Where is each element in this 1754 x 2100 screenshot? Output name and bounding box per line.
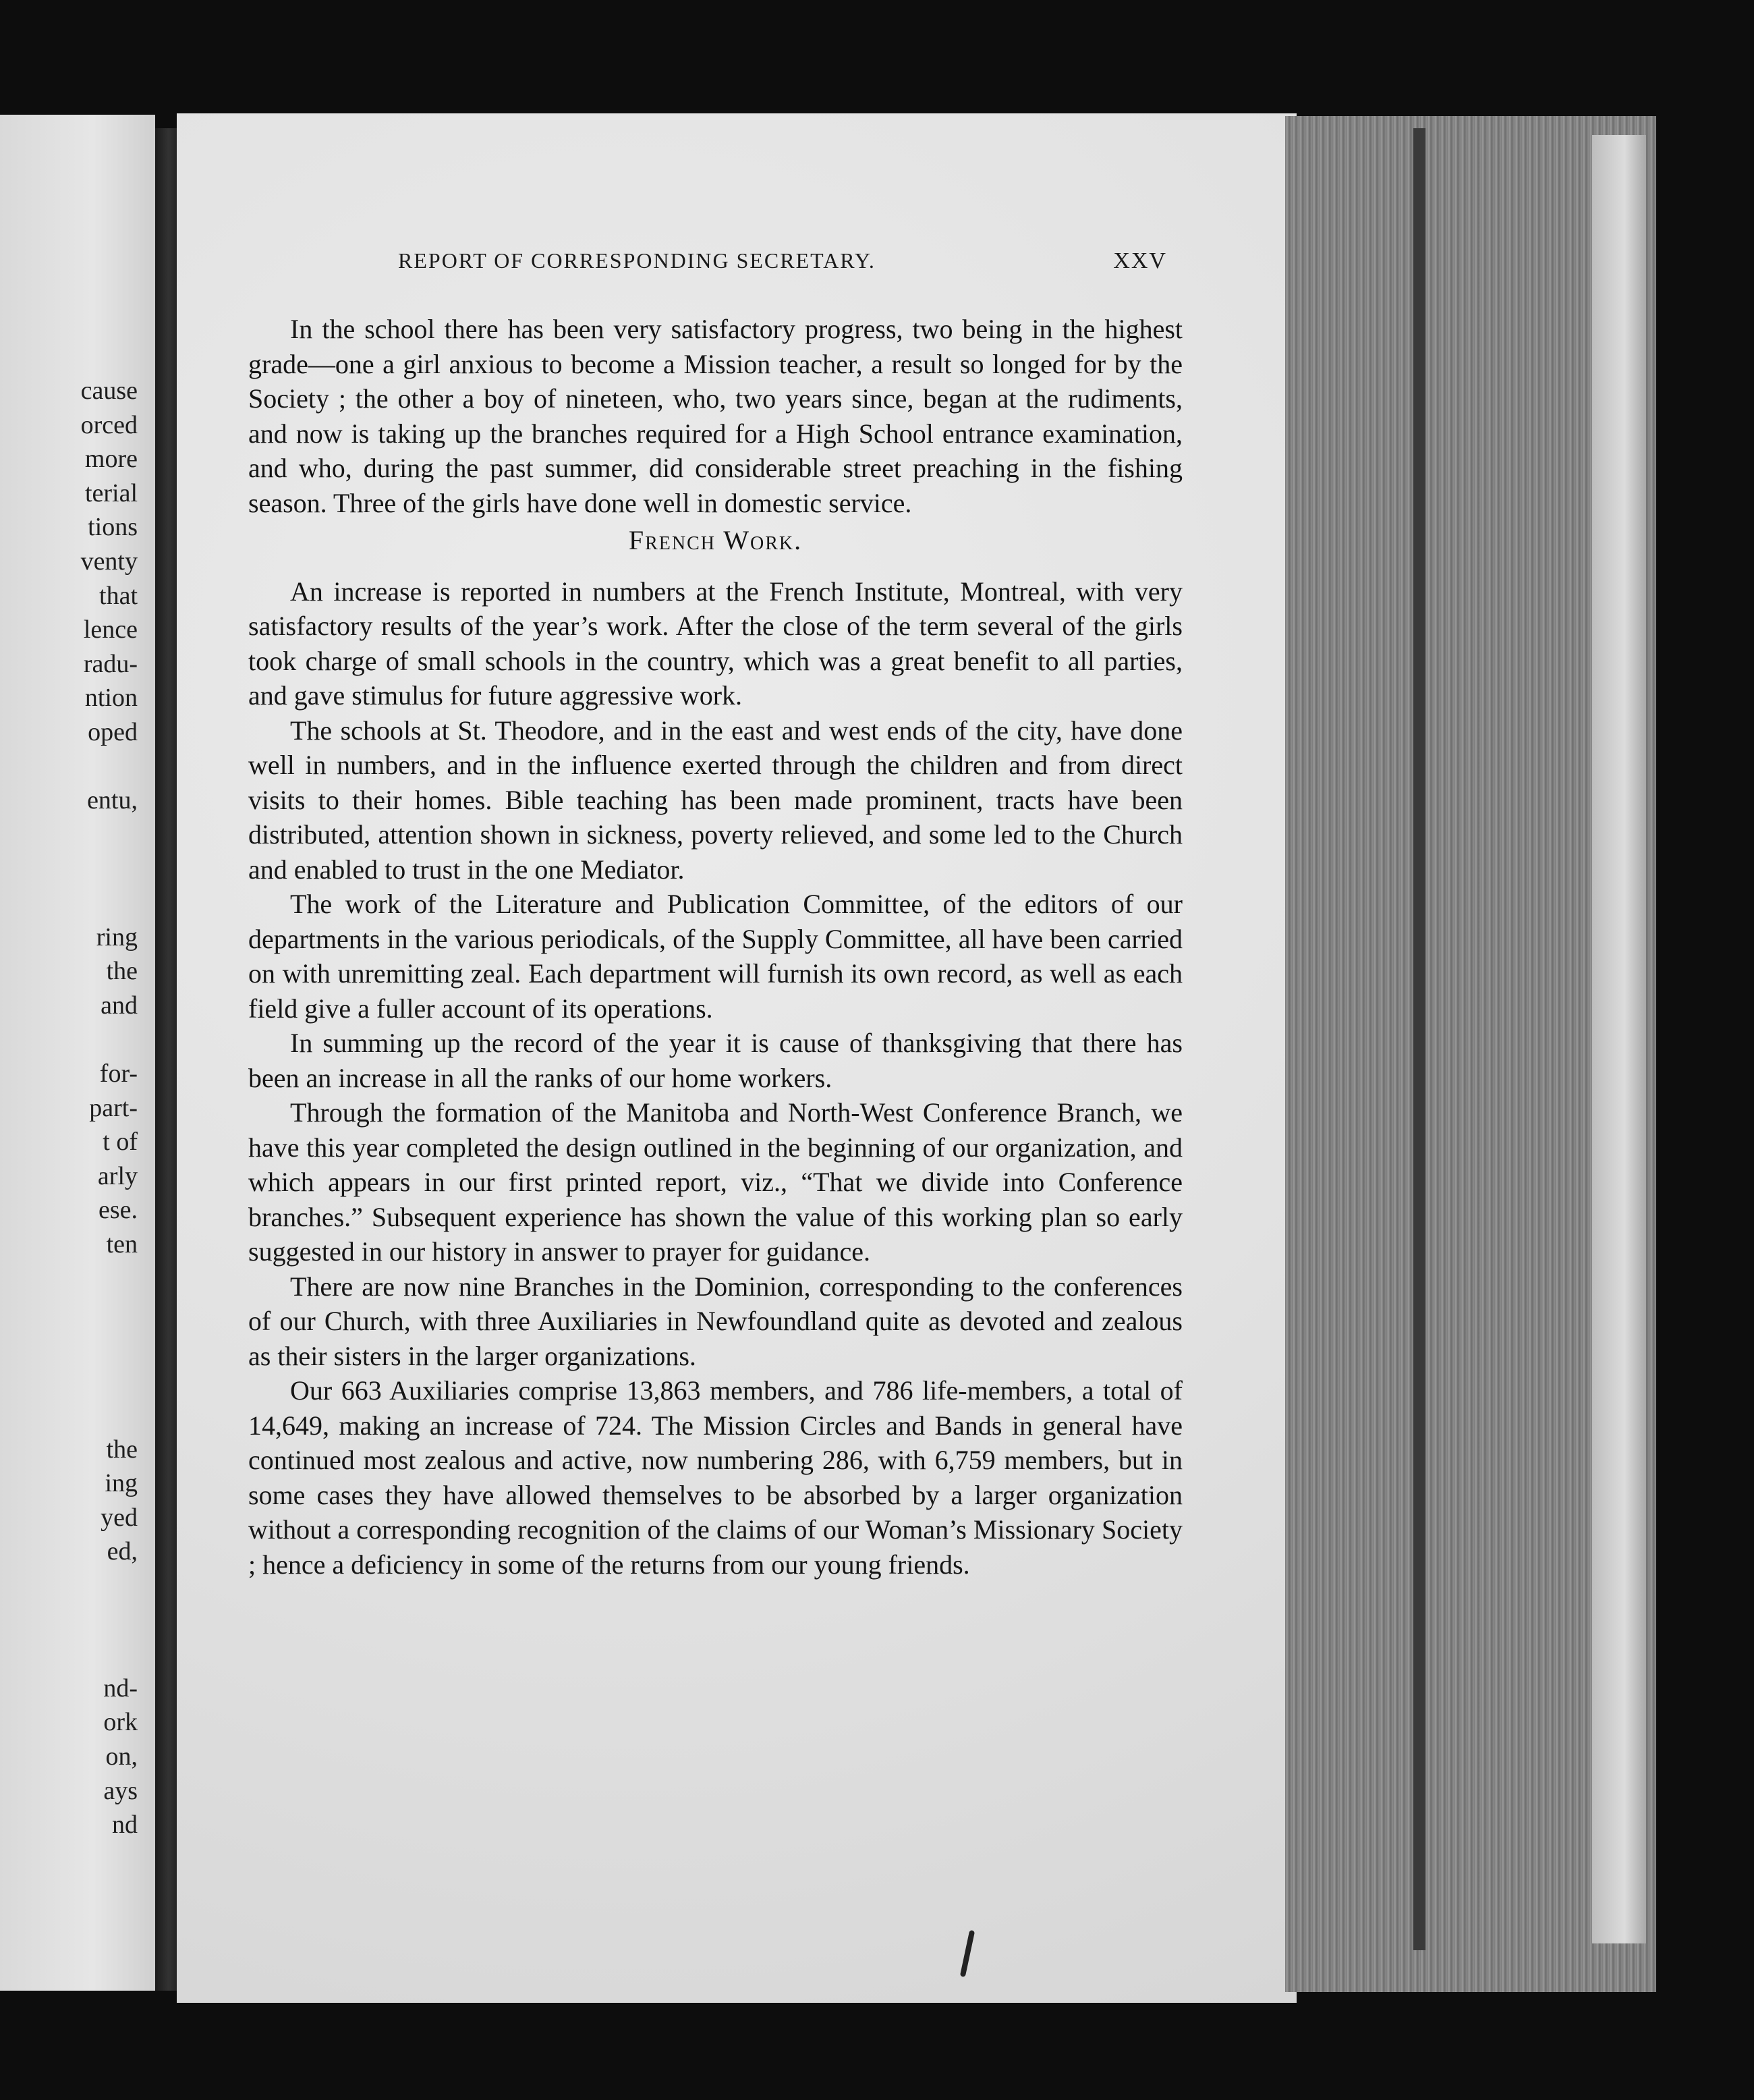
left-page-line-fragment: orced — [80, 410, 138, 439]
left-page-line-fragment: more — [84, 445, 138, 474]
left-page-line-fragment: cause — [80, 377, 138, 405]
left-page-line-fragment: lence — [83, 615, 138, 644]
paragraph: There are now nine Branches in the Dominion, corresponding to the conferences of our Church, with three Auxiliaries in Newfoundland quite as devoted and zealous as their sisters in the larger organizations. — [248, 1271, 1183, 1371]
page-body — [248, 312, 1183, 1582]
left-page-line-fragment: t of — [103, 1128, 138, 1157]
previous-page — [0, 115, 155, 1991]
left-page-line-fragment: ring — [96, 922, 138, 951]
left-page-line-fragment: yed — [101, 1503, 138, 1532]
left-page-line-fragment: and — [101, 991, 138, 1020]
left-page-line-fragment: part- — [89, 1093, 138, 1122]
left-page-line-fragment: ays — [103, 1776, 138, 1805]
left-page-line-fragment: on, — [105, 1742, 138, 1771]
paragraph: The schools at St. Theodore, and in the east and west ends of the city, have done well in numbers, and in the influence exerted through the children and from direct visits to their homes. Bible teaching has been made prominent, tracts have been distributed, attention shown in sickness, poverty relieved, and some led to the Church and enabled to trust in the one Mediator. — [248, 715, 1183, 885]
left-page-line-fragment: terial — [84, 478, 138, 507]
left-page-line-fragment: entu, — [87, 786, 138, 815]
left-page-line-fragment: oped — [88, 718, 138, 746]
left-page-line-fragment: that — [99, 581, 138, 610]
paragraph: In the school there has been very satisfactory progress, two being in the highest grade—one a girl anxious to become a Mission teacher, a result so longed for by the Society ; the other a boy of nineteen, who, two years since, began at the rudiments, and now is taking up the branches required for a High School entrance examination, and who, during the past summer, did considerable street preaching in the fishing season. Three of the girls have done well in domestic service. — [248, 314, 1183, 518]
left-page-line-fragment: ork — [103, 1708, 138, 1737]
left-page-line-fragment: venty — [80, 547, 138, 576]
paragraph: The work of the Literature and Publication Committee, of the editors of our departments in the various periodicals, of the Supply Committee, all have been carried on with unremitting zeal. Each department will furnish its own record, as well as each field give a fuller account of its operations. — [248, 889, 1183, 1024]
paragraph: Through the formation of the Manitoba and North-West Conference Branch, we have this year completed the design outlined in the beginning of our organization, and which appears in our first printed report, viz., “That we divide into Conference branches.” Subsequent experience has shown the value of this working plan so early suggested in our history in answer to prayer for guidance. — [248, 1097, 1183, 1267]
left-page-line-fragment: the — [106, 957, 138, 986]
left-page-line-fragment: ten — [106, 1230, 138, 1259]
left-page-line-fragment: the — [106, 1435, 138, 1464]
page-edge-shadow — [1413, 128, 1425, 1950]
page-number: XXV — [1113, 248, 1167, 273]
running-title: REPORT OF CORRESPONDING SECRETARY. — [398, 248, 876, 273]
page-edge-highlight — [1592, 135, 1646, 1943]
left-page-line-fragment: tions — [88, 513, 138, 542]
paragraph: In summing up the record of the year it is cause of thanksgiving that there has been an increase in all the ranks of our home workers. — [248, 1028, 1183, 1093]
left-page-line-fragment: ese. — [98, 1196, 138, 1225]
left-page-line-fragment: nd- — [103, 1674, 138, 1703]
left-page-line-fragment: ing — [105, 1469, 138, 1498]
left-page-line-fragment: radu- — [83, 649, 138, 678]
section-heading: French Work. — [628, 525, 803, 555]
left-page-line-fragment: for- — [99, 1059, 138, 1088]
left-page-line-fragment: ntion — [84, 684, 138, 713]
left-page-line-fragment: arly — [97, 1161, 138, 1190]
left-page-line-fragment: nd — [112, 1811, 138, 1840]
left-page-line-fragment: ed, — [107, 1537, 138, 1566]
paragraph: An increase is reported in numbers at the French Institute, Montreal, with very satisfactory results of the year’s work. After the close of the term several of the girls took charge of small schools in the country, which was a great benefit to all parties, and gave stimulus for future aggressive work. — [248, 576, 1183, 711]
paragraph: Our 663 Auxiliaries comprise 13,863 members, and 786 life-members, a total of 14,649, making an increase of 724. The Mission Circles and Bands in general have continued most zealous and active, now numbering 286, with 6,759 members, but in some cases they have allowed themselves to be absorbed by a larger organization without a corresponding recognition of the claims of our Woman’s Missionary Society ; hence a deficiency in some of the returns from our young friends. — [248, 1375, 1183, 1580]
